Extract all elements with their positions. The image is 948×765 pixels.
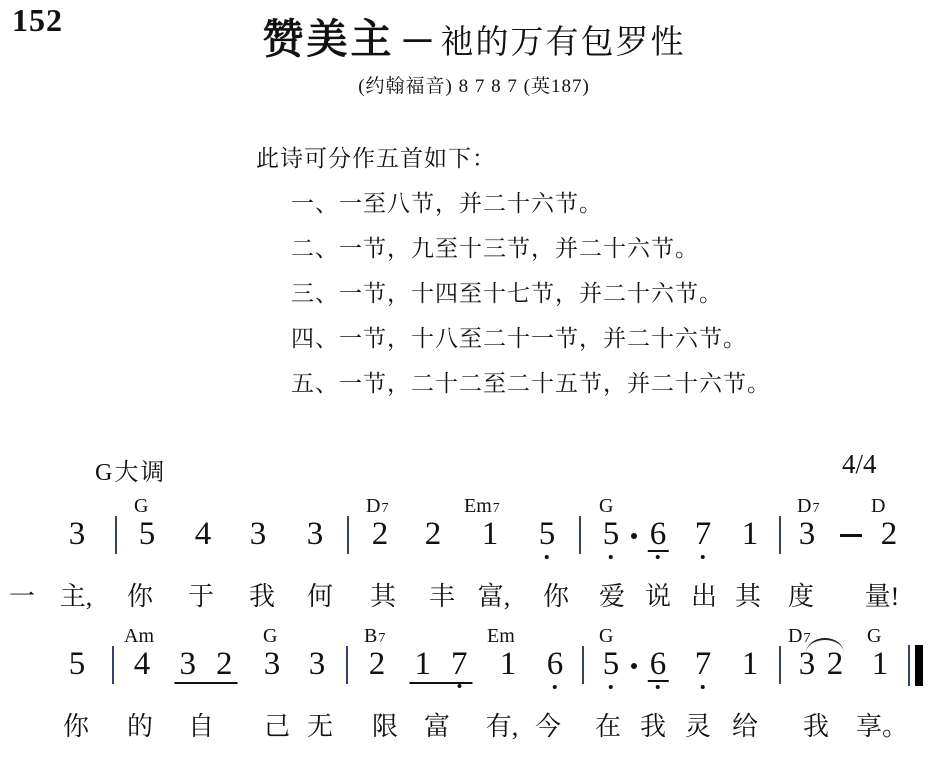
lyric-syllable: 你 bbox=[126, 582, 154, 611]
division-item: 四、一节，十八至二十一节，并二十六节。 bbox=[291, 326, 747, 351]
octave-low-dot bbox=[656, 685, 660, 689]
note-digit: 3 bbox=[798, 646, 816, 682]
note-digit: 2 bbox=[371, 516, 389, 552]
note bbox=[367, 648, 388, 682]
note bbox=[537, 518, 558, 552]
note bbox=[648, 518, 669, 552]
note bbox=[797, 518, 818, 552]
barline bbox=[579, 516, 581, 554]
note bbox=[740, 518, 761, 552]
note-digit: 1 bbox=[741, 646, 759, 682]
chord-root: G bbox=[599, 625, 614, 647]
half-note-dash bbox=[840, 534, 862, 537]
lyric-syllable: 出 bbox=[690, 582, 718, 611]
octave-low-dot bbox=[701, 685, 705, 689]
octave-low-dot bbox=[545, 555, 549, 559]
note-digit: 3 bbox=[798, 516, 816, 552]
chord-label bbox=[867, 626, 881, 646]
augmentation-dot bbox=[631, 533, 637, 539]
octave-low-dot bbox=[609, 555, 613, 559]
note bbox=[262, 648, 283, 682]
note bbox=[545, 648, 566, 682]
lyric-syllable: 你 bbox=[62, 712, 90, 741]
lyric-syllable: 何 bbox=[306, 582, 334, 611]
lyric-syllable: 度 bbox=[787, 582, 815, 611]
note-digit: 4 bbox=[133, 646, 151, 682]
octave-low-dot bbox=[656, 555, 660, 559]
lyric-syllable: 己 bbox=[263, 712, 291, 741]
chord-seventh: 7 bbox=[812, 501, 820, 516]
division-item: 一、一至八节，并二十六节。 bbox=[291, 191, 603, 216]
note bbox=[480, 518, 501, 552]
chord-root: G bbox=[134, 495, 149, 517]
note bbox=[693, 648, 714, 682]
lyric-syllable: 限 bbox=[371, 712, 399, 741]
note-digit: 5 bbox=[538, 516, 556, 552]
lyric-syllable: 我 bbox=[639, 712, 667, 741]
division-item: 三、一节，十四至十七节，并二十六节。 bbox=[291, 281, 723, 306]
title-main: 赞美主 bbox=[262, 16, 395, 62]
note-digit: 5 bbox=[602, 646, 620, 682]
lyric-syllable: 富 bbox=[423, 712, 451, 741]
chord-seventh: 7 bbox=[492, 501, 500, 516]
lyric-syllable: 给 bbox=[731, 712, 759, 741]
division-item: 二、一节，九至十三节，并二十六节。 bbox=[291, 236, 699, 261]
final-barline bbox=[915, 645, 923, 686]
chord-root: G bbox=[263, 625, 278, 647]
note-digit: 1 bbox=[414, 646, 431, 682]
chord-root: D bbox=[788, 625, 803, 647]
lyric-syllable: 主, bbox=[59, 582, 93, 611]
note-digit: 2 bbox=[424, 516, 442, 552]
lyric-syllable: 丰 bbox=[428, 582, 456, 611]
note-digit: 1 bbox=[741, 516, 759, 552]
note bbox=[879, 518, 900, 552]
note bbox=[601, 648, 622, 682]
note bbox=[305, 518, 326, 552]
barline bbox=[112, 646, 114, 684]
chord-label bbox=[263, 626, 277, 646]
note-group bbox=[410, 648, 473, 684]
chord-label bbox=[599, 626, 613, 646]
note-digit: 3 bbox=[308, 646, 326, 682]
chord-root: D bbox=[797, 495, 812, 517]
time-signature: 4/4 bbox=[842, 449, 877, 479]
title-dash: — bbox=[403, 23, 432, 54]
note bbox=[370, 518, 391, 552]
chord-root: D bbox=[871, 495, 886, 517]
note-digit: 3 bbox=[68, 516, 86, 552]
lyric-syllable: 于 bbox=[187, 582, 215, 611]
lyric-syllable: 今 bbox=[534, 712, 562, 741]
note-digit: 7 bbox=[694, 516, 712, 552]
lyric-syllable: 其 bbox=[369, 582, 397, 611]
note-digit: 6 bbox=[649, 646, 667, 682]
note bbox=[797, 648, 818, 682]
lyric-syllable: 量! bbox=[864, 582, 900, 611]
barline bbox=[779, 646, 781, 684]
lyric-syllable: 你 bbox=[542, 582, 570, 611]
lyric-syllable: 爱 bbox=[598, 582, 626, 611]
chord-label bbox=[599, 496, 613, 516]
note bbox=[132, 648, 153, 682]
verse-number: 一 bbox=[8, 582, 36, 611]
title-subtitle: 祂的万有包罗性 bbox=[440, 23, 686, 60]
chord-label bbox=[871, 496, 885, 516]
note-digit: 6 bbox=[649, 516, 667, 552]
lyric-syllable: 其 bbox=[734, 582, 762, 611]
intro-text: 此诗可分作五首如下： bbox=[256, 146, 496, 171]
note-digit: 1 bbox=[499, 646, 517, 682]
barline bbox=[779, 516, 781, 554]
note bbox=[870, 648, 891, 682]
note-digit: 4 bbox=[194, 516, 212, 552]
augmentation-dot bbox=[631, 663, 637, 669]
chord-root: G bbox=[599, 495, 614, 517]
chord-root: Em bbox=[487, 625, 515, 647]
note bbox=[825, 648, 846, 682]
note-digit: 5 bbox=[602, 516, 620, 552]
note bbox=[740, 648, 761, 682]
note-digit: 6 bbox=[546, 646, 564, 682]
key-signature: G大调 bbox=[95, 460, 167, 486]
chord-seventh: 7 bbox=[803, 631, 811, 646]
chord-root: D bbox=[366, 495, 381, 517]
note-digit: 3 bbox=[249, 516, 267, 552]
note bbox=[193, 518, 214, 552]
note bbox=[498, 648, 519, 682]
barline bbox=[346, 646, 348, 684]
note-digit: 7 bbox=[451, 648, 468, 682]
octave-low-dot bbox=[609, 685, 613, 689]
lyric-syllable: 在 bbox=[594, 712, 622, 741]
lyric-syllable: 的 bbox=[126, 712, 154, 741]
lyric-syllable: 无 bbox=[306, 712, 334, 741]
octave-low-dot bbox=[701, 555, 705, 559]
lyric-syllable: 说 bbox=[644, 582, 672, 611]
lyric-syllable: 自 bbox=[187, 712, 215, 741]
note bbox=[248, 518, 269, 552]
note bbox=[648, 648, 669, 682]
chord-root: Am bbox=[124, 625, 154, 647]
chord-label bbox=[487, 626, 515, 646]
lyric-syllable: 我 bbox=[248, 582, 276, 611]
lyric-syllable: 有, bbox=[485, 712, 519, 741]
octave-low-dot bbox=[457, 684, 461, 688]
note bbox=[601, 518, 622, 552]
lyric-syllable: 享。 bbox=[855, 712, 909, 741]
scripture-meter: (约翰福音) 8 7 8 7 (英187) bbox=[358, 76, 590, 97]
chord-seventh: 7 bbox=[378, 631, 386, 646]
chord-label bbox=[134, 496, 148, 516]
note bbox=[67, 518, 88, 552]
barline bbox=[582, 646, 584, 684]
note-digit: 3 bbox=[263, 646, 281, 682]
note-group bbox=[175, 648, 238, 684]
note-digit: 2 bbox=[216, 646, 233, 682]
chord-root: B bbox=[364, 625, 378, 647]
lyric-syllable: 灵 bbox=[684, 712, 712, 741]
division-item: 五、一节，二十二至二十五节，并二十六节。 bbox=[291, 371, 771, 396]
note-digit: 5 bbox=[138, 516, 156, 552]
chord-seventh: 7 bbox=[381, 501, 389, 516]
barline bbox=[347, 516, 349, 554]
note bbox=[67, 648, 88, 682]
note bbox=[693, 518, 714, 552]
note-digit: 3 bbox=[179, 646, 196, 682]
lyric-syllable: 富, bbox=[477, 582, 511, 611]
note bbox=[307, 648, 328, 682]
octave-low-dot bbox=[553, 685, 557, 689]
page-title bbox=[0, 6, 948, 65]
note bbox=[137, 518, 158, 552]
barline bbox=[115, 516, 117, 554]
note-digit: 1 bbox=[871, 646, 889, 682]
note-digit: 3 bbox=[306, 516, 324, 552]
note-digit: 2 bbox=[368, 646, 386, 682]
note-digit: 2 bbox=[880, 516, 898, 552]
lyric-syllable: 我 bbox=[802, 712, 830, 741]
final-barline bbox=[908, 645, 910, 686]
note-digit: 5 bbox=[68, 646, 86, 682]
note-digit: 1 bbox=[481, 516, 499, 552]
chord-label bbox=[124, 626, 154, 646]
chord-root: Em bbox=[464, 495, 492, 517]
note-digit: 7 bbox=[694, 646, 712, 682]
hymn-number: 152 bbox=[12, 2, 63, 38]
note bbox=[423, 518, 444, 552]
note-digit: 2 bbox=[826, 646, 844, 682]
chord-root: G bbox=[867, 625, 882, 647]
